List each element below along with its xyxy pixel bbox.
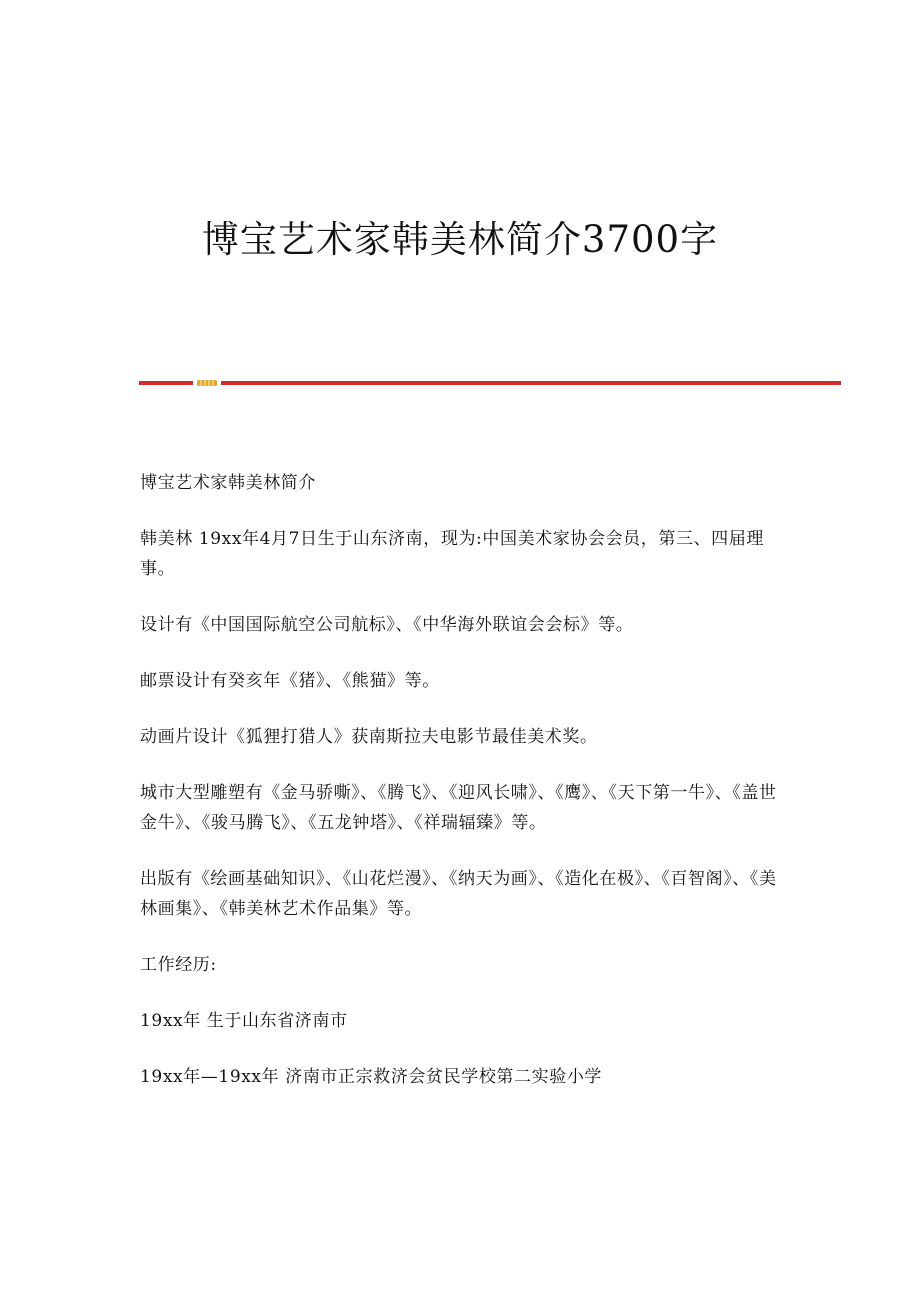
paragraph-stamp-design: 邮票设计有癸亥年《猪》、《熊猫》等。: [140, 671, 440, 691]
paragraph-logo-design: 设计有《中国国际航空公司航标》、《中华海外联谊会会标》等。: [140, 615, 634, 635]
divider-ornament-icon: [197, 380, 217, 386]
paragraph-animation: 动画片设计《狐狸打猎人》获南斯拉夫电影节最佳美术奖。: [140, 727, 598, 747]
divider-bar-right: [221, 381, 841, 385]
work-history-heading: 工作经历:: [140, 955, 217, 975]
document-body: [140, 468, 780, 1092]
divider-bar-left: [139, 381, 193, 385]
paragraph-birth: 韩美林 19xx年4月7日生于山东济南，现为:中国美术家协会会员，第三、四届理事。: [140, 529, 764, 579]
section-heading: 博宝艺术家韩美林简介: [140, 473, 316, 493]
paragraph-sculpture: 城市大型雕塑有《金马骄嘶》、《腾飞》、《迎风长啸》、《鹰》、《天下第一牛》、《盖世金牛》、《骏马腾飞》、《五龙钟塔》、《祥瑞辐臻》等。: [140, 783, 777, 833]
page-title: 博宝艺术家韩美林简介3700字: [201, 218, 719, 261]
paragraph-publications: 出版有《绘画基础知识》、《山花烂漫》、《纳天为画》、《造化在极》、《百智阁》、《美林画集》、《韩美林艺术作品集》等。: [140, 869, 777, 919]
work-history-item: 19xx年 生于山东省济南市: [140, 1011, 348, 1031]
work-history-item: 19xx年—19xx年 济南市正宗救济会贫民学校第二实验小学: [140, 1067, 603, 1087]
title-divider: [139, 380, 841, 386]
